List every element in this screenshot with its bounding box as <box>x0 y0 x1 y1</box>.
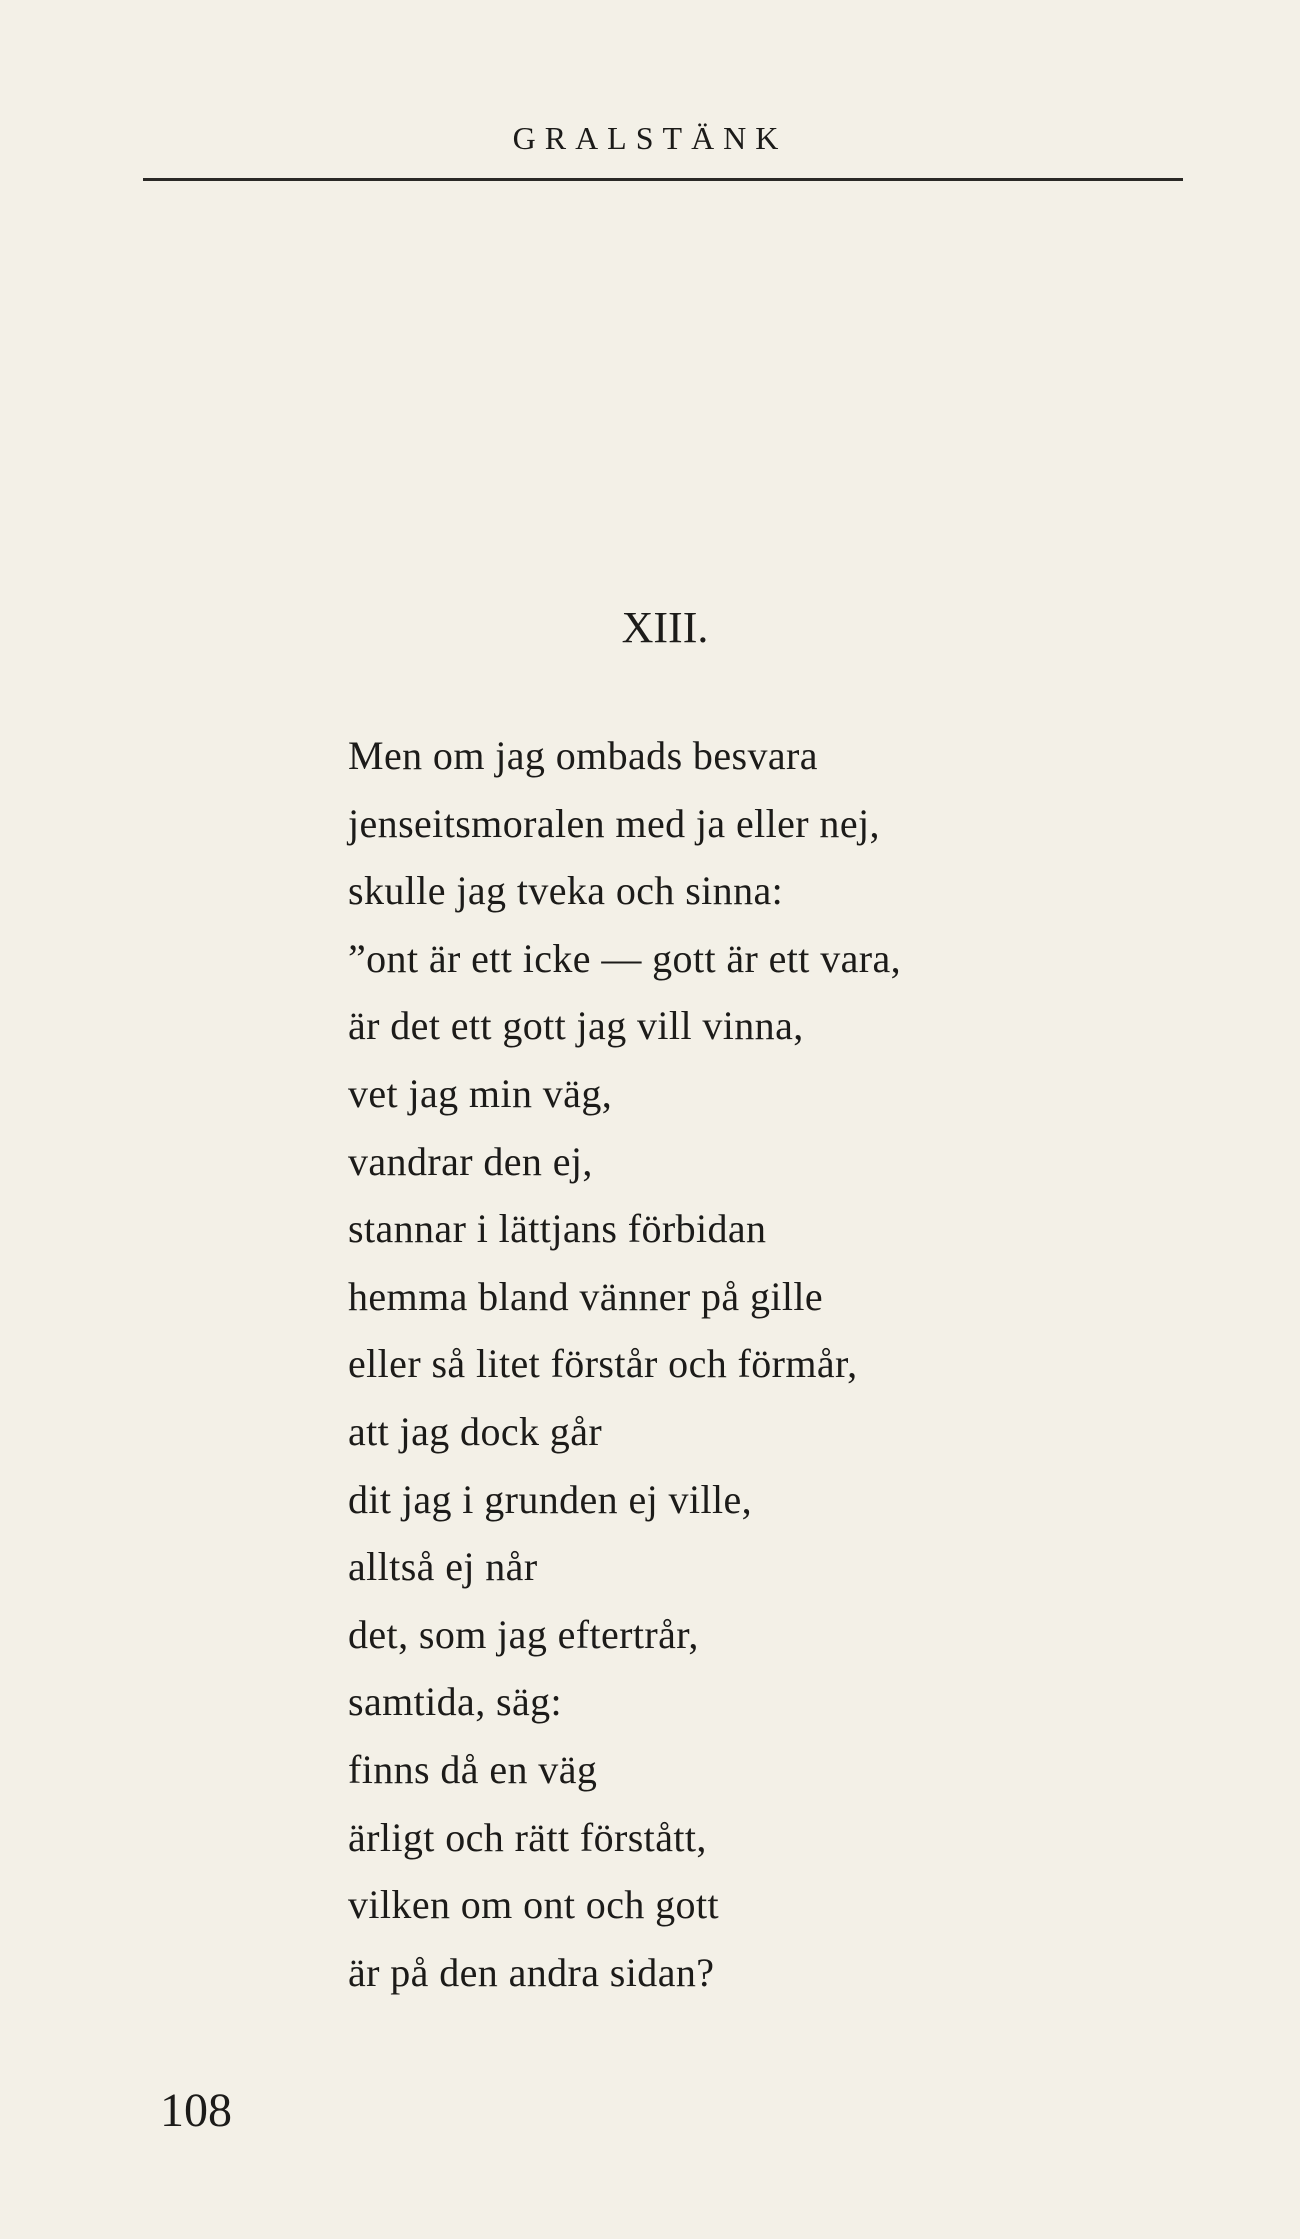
poem-line: eller så litet förstår och förmår, <box>348 1341 858 1387</box>
poem <box>348 722 1198 2006</box>
poem-line: vandrar den ej, <box>348 1138 593 1184</box>
poem-line: dit jag i grunden ej ville, <box>348 1476 753 1522</box>
poem-line: Men om jag ombads besvara <box>348 733 818 778</box>
poem-line: ”ont är ett icke — gott är ett vara, <box>348 935 902 981</box>
poem-line: är på den andra sidan? <box>348 1949 715 1995</box>
poem-line: vet jag min väg, <box>348 1070 613 1116</box>
running-title: GRALSTÄNK <box>512 120 788 156</box>
poem-line: att jag dock går <box>348 1408 603 1454</box>
poem-line: stannar i lättjans förbidan <box>348 1206 767 1252</box>
poem-line: det, som jag eftertrår, <box>348 1611 699 1657</box>
page-number: 108 <box>160 2084 232 2137</box>
poem-line: är det ett gott jag vill vinna, <box>348 1003 804 1049</box>
section-number: XIII. <box>621 603 709 652</box>
poem-line: ärligt och rätt förstått, <box>348 1814 707 1860</box>
header-rule <box>143 178 1183 181</box>
poem-line: vilken om ont och gott <box>348 1882 719 1928</box>
poem-line: hemma bland vänner på gille <box>348 1273 824 1319</box>
poem-line: skulle jag tveka och sinna: <box>348 868 784 914</box>
poem-line: finns då en väg <box>348 1746 598 1792</box>
poem-line: alltså ej når <box>348 1544 538 1590</box>
poem-line: samtida, säg: <box>348 1679 563 1725</box>
poem-line: jenseitsmoralen med ja eller nej, <box>348 800 880 846</box>
